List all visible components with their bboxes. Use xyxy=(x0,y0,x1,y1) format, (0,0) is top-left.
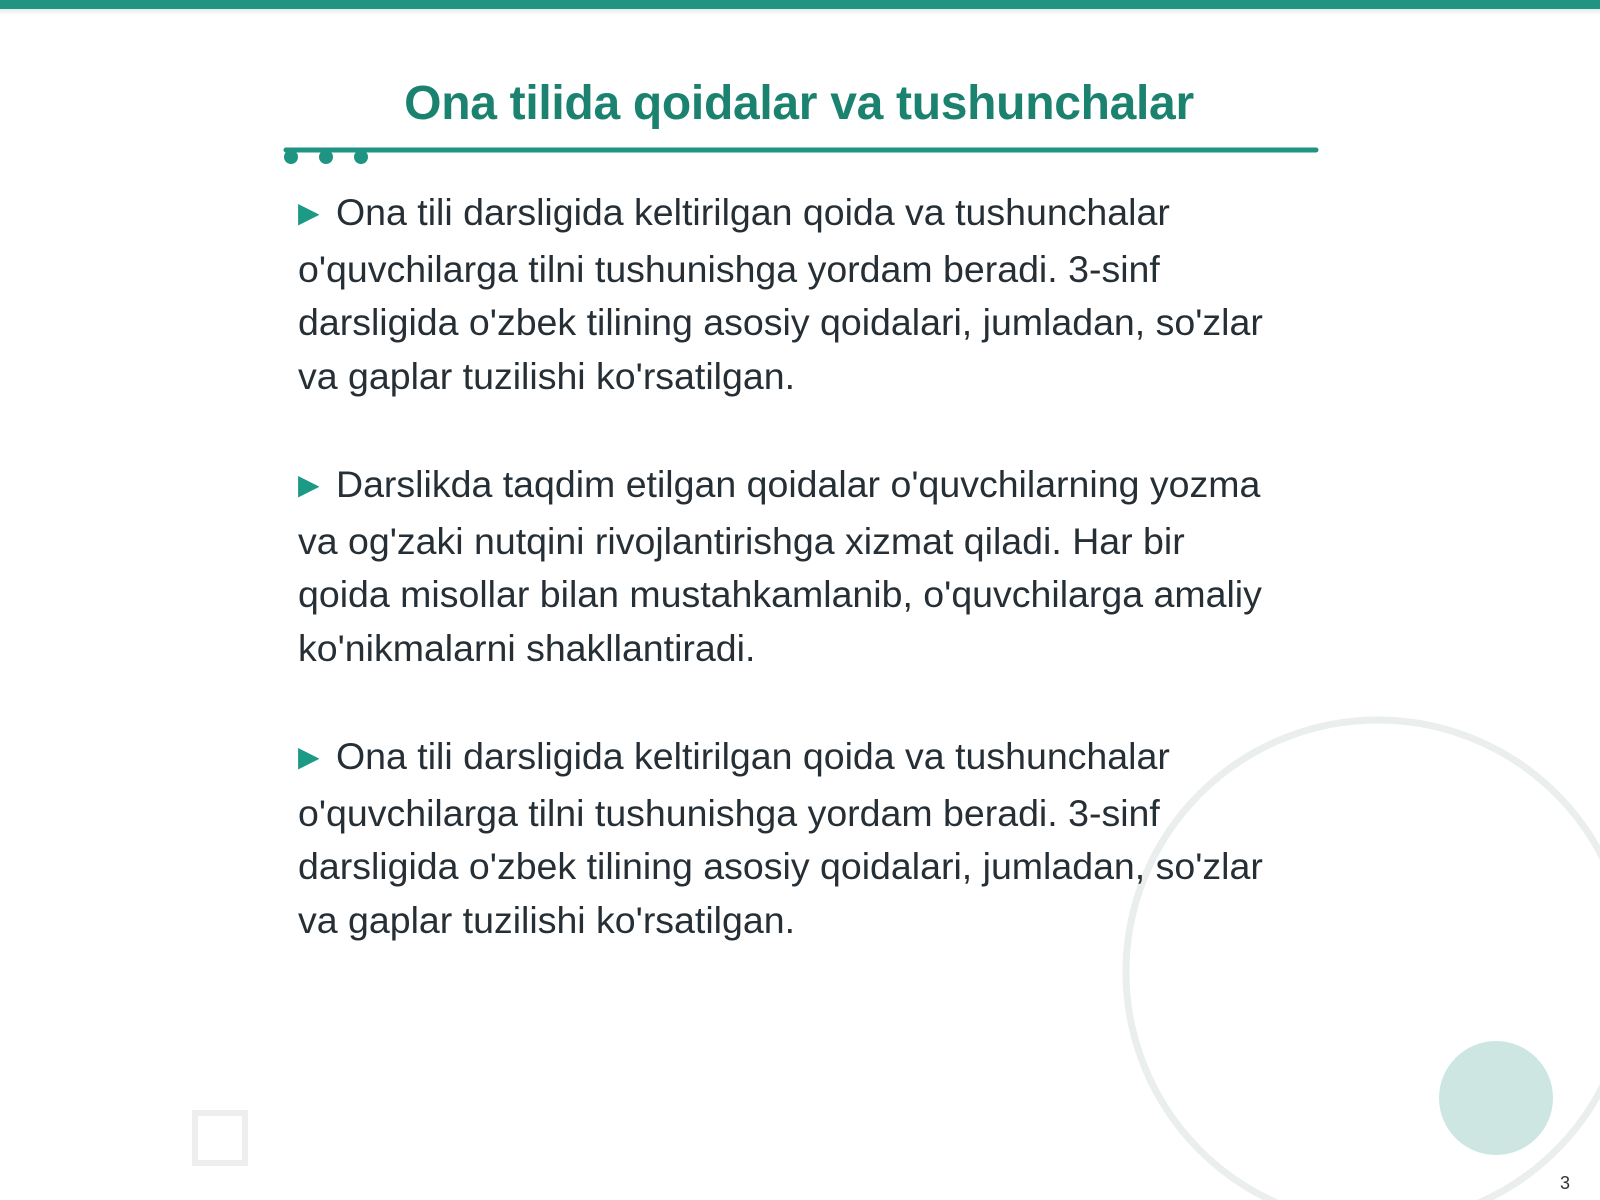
paragraph-text: Ona tili darsligida keltirilgan qoida va tushunchalar o'quvchilarga tilni tushunishga yordam beradi. 3-sinf darsligida o'zbek tilining asosiy qoidalari, jumladan, so'zlar va gaplar tuzilishi ko'rsatilgan. xyxy=(298,735,1263,941)
bullet-icon: ▶ xyxy=(298,469,320,500)
paragraph-2 xyxy=(298,458,1278,675)
page-number: 3 xyxy=(1559,1173,1570,1193)
paragraph-text: Darslikda taqdim etilgan qoidalar o'quvchilarning yozma va og'zaki nutqini rivojlantirishga xizmat qiladi. Har bir qoida misollar bilan mustahkamlanib, o'quvchilarga amaliy ko'nikmalarni shakllantiradi. xyxy=(298,463,1262,669)
decor-square xyxy=(195,1113,245,1163)
slide-title: Ona tilida qoidalar va tushunchalar xyxy=(404,77,1194,130)
slide-content xyxy=(298,186,1278,1002)
underline-dot xyxy=(284,150,298,164)
paragraph-text: Ona tili darsligida keltirilgan qoida va tushunchalar o'quvchilarga tilni tushunishga yordam beradi. 3-sinf darsligida o'zbek tilining asosiy qoidalari, jumladan, so'zlar va gaplar tuzilishi ko'rsatilgan. xyxy=(298,191,1263,397)
paragraph-3 xyxy=(298,730,1278,947)
bullet-icon: ▶ xyxy=(298,197,320,228)
underline-dot xyxy=(354,150,368,164)
bullet-icon: ▶ xyxy=(298,741,320,772)
paragraph-1 xyxy=(298,186,1278,403)
underline-dot xyxy=(319,150,333,164)
decor-circle xyxy=(1439,1041,1553,1155)
